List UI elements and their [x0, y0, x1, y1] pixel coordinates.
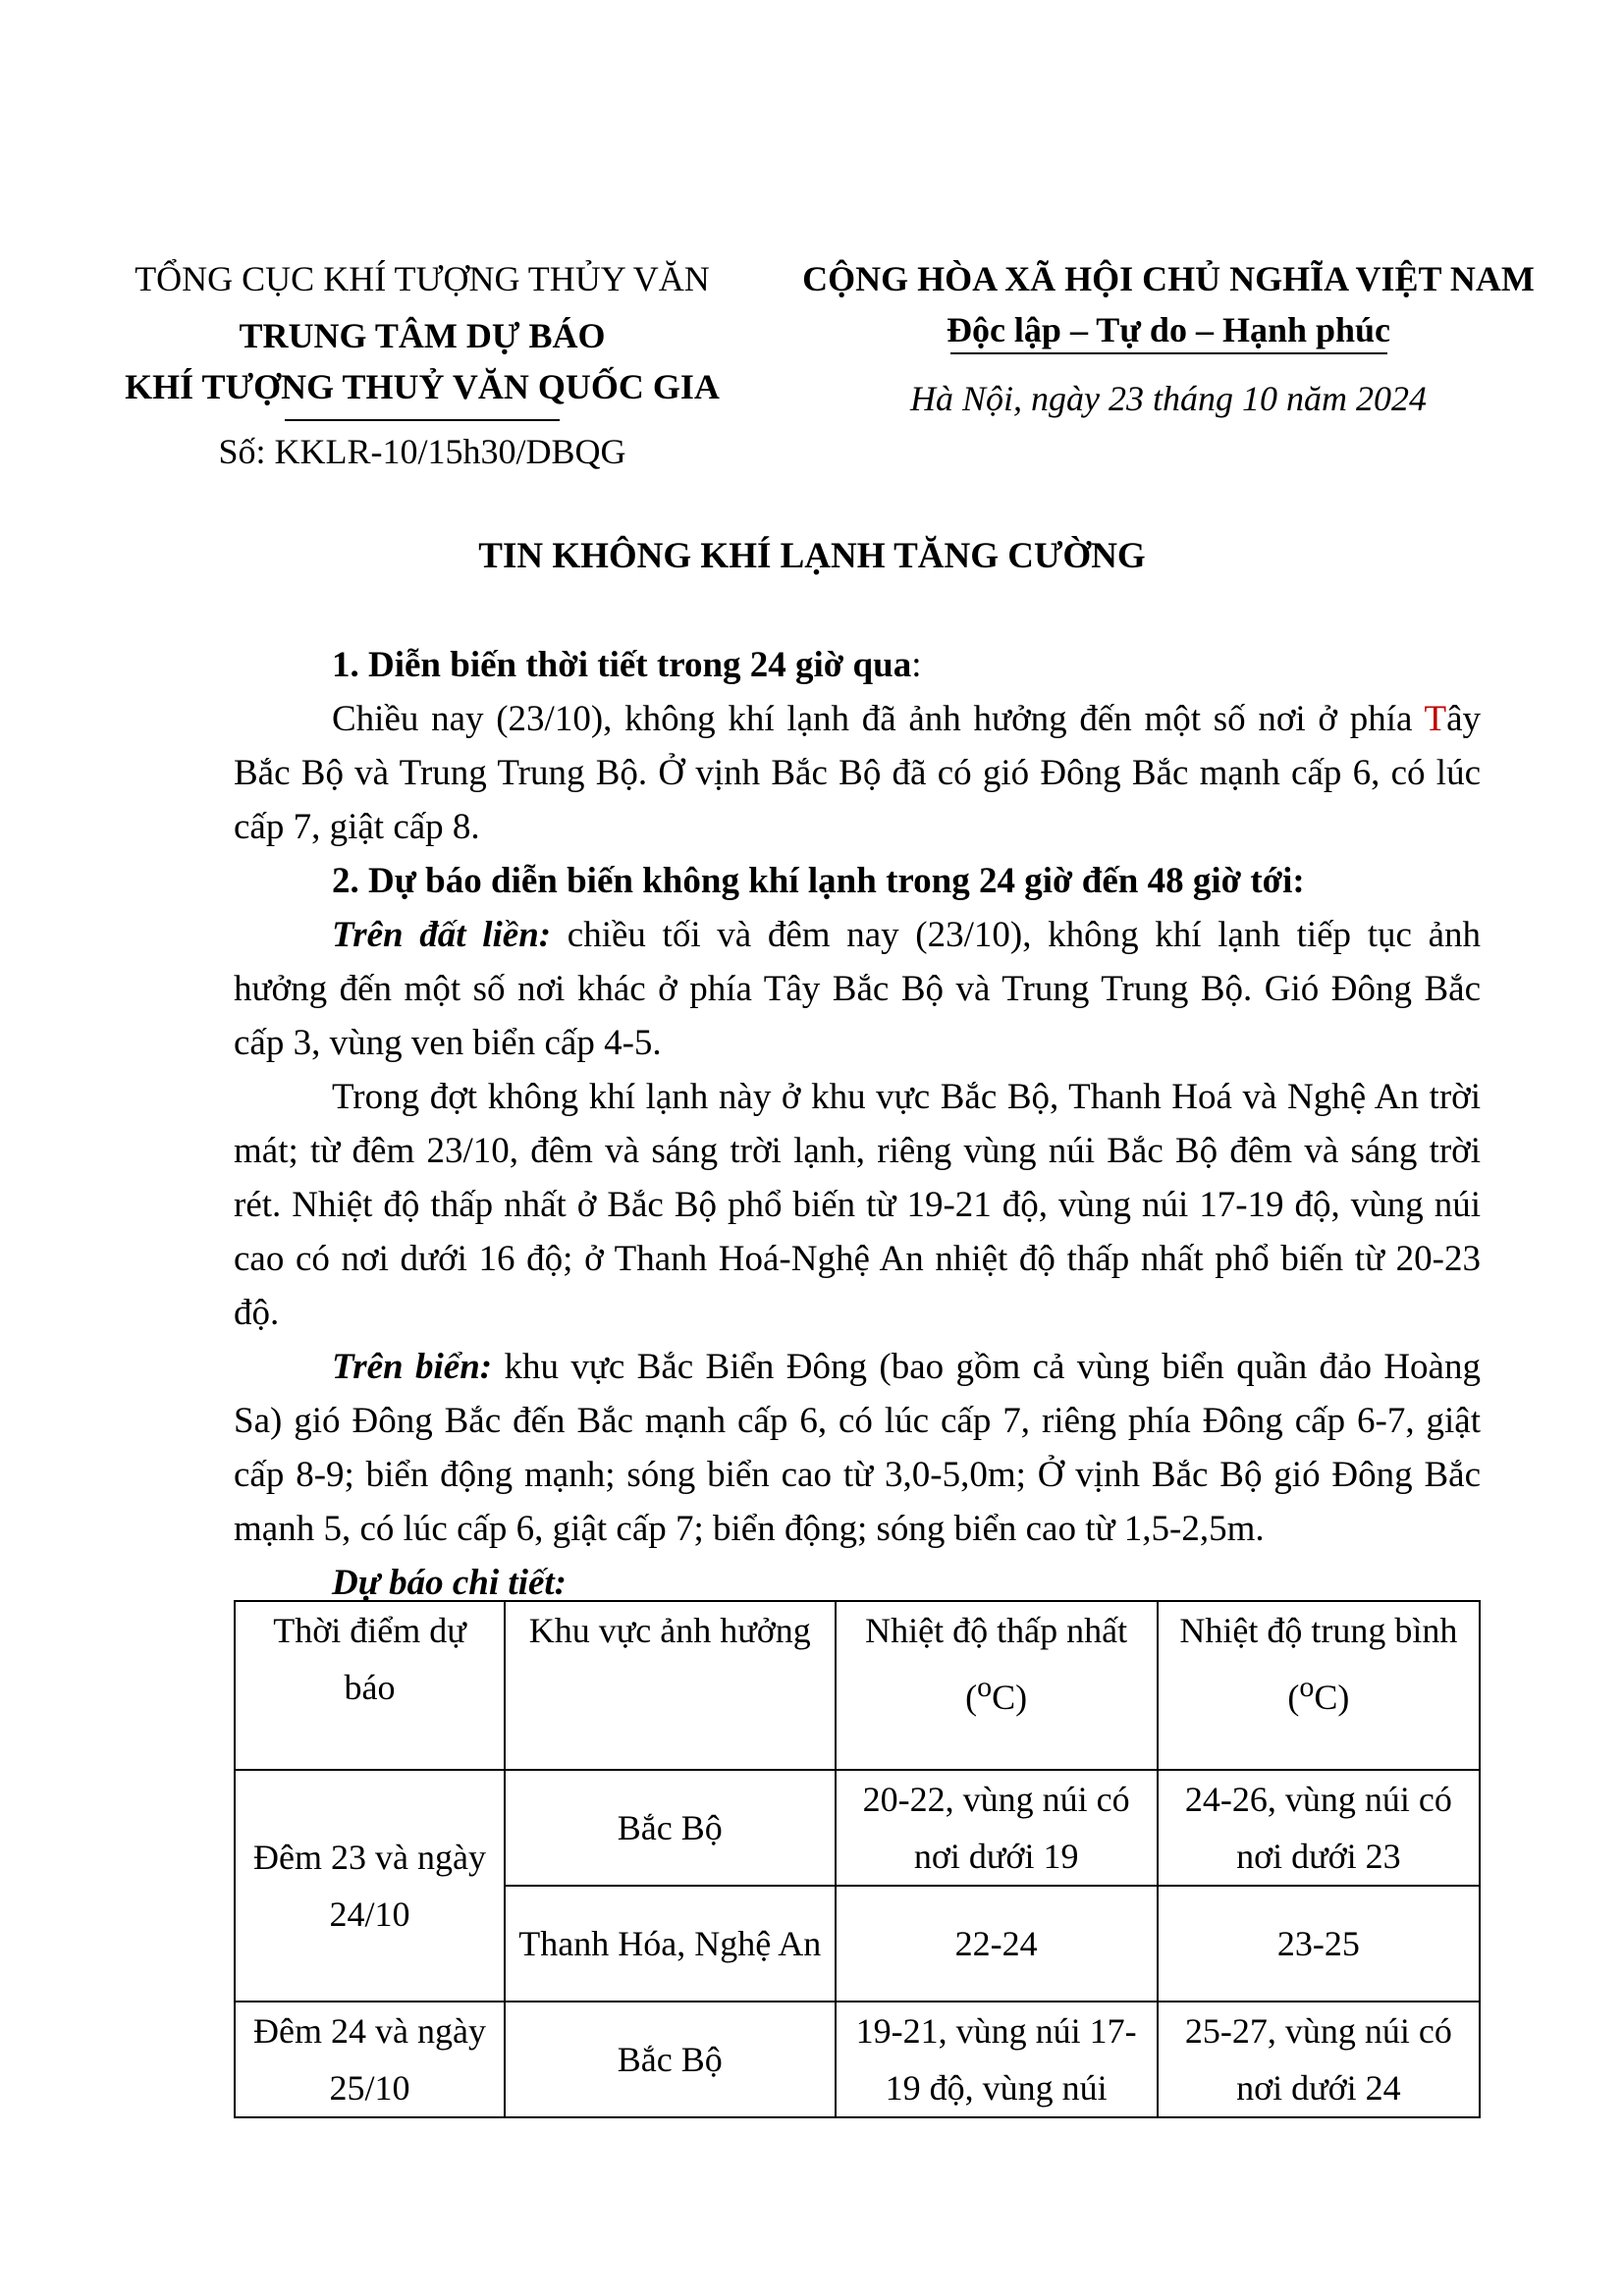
table-row	[235, 2002, 1480, 2117]
header-left-underline	[88, 409, 756, 421]
land-label: Trên đất liền:	[332, 915, 552, 955]
country-name: CỘNG HÒA XÃ HỘI CHỦ NGHĨA VIỆT NAM	[802, 259, 1535, 298]
cell-min-temp: 19-21, vùng núi 17-19 độ, vùng núi	[836, 2002, 1158, 2117]
table-row	[235, 1770, 1480, 1886]
header-avg-temp: Nhiệt độ trung bình ($^o$C)	[1158, 1601, 1480, 1770]
cell-time: Đêm 24 và ngày 25/10	[235, 2002, 505, 2117]
cell-area: Bắc Bộ	[505, 2002, 836, 2117]
header-area: Khu vực ảnh hưởng	[505, 1601, 836, 1770]
cell-min-temp: 20-22, vùng núi có nơi dưới 19	[836, 1770, 1158, 1886]
center-name-line1: TRUNG TÂM DỰ BÁO	[239, 316, 606, 355]
document-body	[234, 638, 1481, 1610]
forecast-table	[234, 1600, 1481, 2118]
document-title: TIN KHÔNG KHÍ LẠNH TĂNG CƯỜNG	[478, 536, 1146, 576]
sea-label: Trên biển:	[332, 1347, 493, 1387]
temperature-paragraph: Trong đợt không khí lạnh này ở khu vực Bắc Bộ, Thanh Hoá và Nghệ An trời mát; từ đêm 23/10, đêm và sáng trời lạnh, riêng vùng núi Bắc Bộ đêm và sáng trời rét. Nhiệt độ thấp nhất ở Bắc Bộ phổ biến từ 19-21 độ, vùng núi 17-19 độ, vùng núi cao có nơi dưới 16 độ; ở Thanh Hoá-Nghệ An nhiệt độ thấp nhất phổ biến từ 20-23 độ.	[234, 1077, 1481, 1333]
header-time: Thời điểm dự báo	[235, 1601, 505, 1770]
header-right	[785, 250, 1551, 427]
header-min-temp: Nhiệt độ thấp nhất ($^o$C)	[836, 1601, 1158, 1770]
section1-heading: 1. Diễn biến thời tiết trong 24 giờ qua:	[332, 645, 922, 685]
national-motto: Độc lập – Tự do – Hạnh phúc	[946, 310, 1391, 349]
agency-name: TỔNG CỤC KHÍ TƯỢNG THỦY VĂN	[135, 259, 710, 298]
land-paragraph: Trên đất liền: chiều tối và đêm nay (23/10), không khí lạnh tiếp tục ảnh hưởng đến một số nơi khác ở phía Tây Bắc Bộ và Trung Trung Bộ. Gió Đông Bắc cấp 3, vùng ven biển cấp 4-5.	[234, 915, 1481, 1063]
header-left	[88, 250, 756, 480]
cell-avg-temp: 24-26, vùng núi có nơi dưới 23	[1158, 1770, 1480, 1886]
cell-time: Đêm 23 và ngày 24/10	[235, 1770, 505, 2002]
place-date: Hà Nội, ngày 23 tháng 10 năm 2024	[910, 379, 1427, 418]
cell-avg-temp: 23-25	[1158, 1886, 1480, 2002]
section1-paragraph: Chiều nay (23/10), không khí lạnh đã ảnh hưởng đến một số nơi ở phía Tây Bắc Bộ và Trung Trung Bộ. Ở vịnh Bắc Bộ đã có gió Đông Bắc mạnh cấp 6, có lúc cấp 7, giật cấp 8.	[234, 699, 1481, 847]
cell-area: Thanh Hóa, Nghệ An	[505, 1886, 836, 2002]
center-name-line2: KHÍ TƯỢNG THUỶ VĂN QUỐC GIA	[125, 367, 720, 406]
document-number: Số: KKLR-10/15h30/DBQG	[218, 432, 626, 471]
detail-forecast-label: Dự báo chi tiết:	[332, 1563, 568, 1603]
cell-min-temp: 22-24	[836, 1886, 1158, 2002]
cell-area: Bắc Bộ	[505, 1770, 836, 1886]
table-header-row	[235, 1601, 1480, 1770]
sea-paragraph: Trên biển: khu vực Bắc Biển Đông (bao gồm cả vùng biển quần đảo Hoàng Sa) gió Đông Bắc đến Bắc mạnh cấp 6, có lúc cấp 7, riêng phía Đông cấp 6-7, giật cấp 8-9; biển động mạnh; sóng biển cao từ 3,0-5,0m; Ở vịnh Bắc Bộ gió Đông Bắc mạnh 5, có lúc cấp 6, giật cấp 7; biển động; sóng biển cao từ 1,5-2,5m.	[234, 1347, 1481, 1549]
cell-avg-temp: 25-27, vùng núi có nơi dưới 24	[1158, 2002, 1480, 2117]
header-right-underline	[950, 352, 1387, 354]
section2-heading: 2. Dự báo diễn biến không khí lạnh trong 24 giờ đến 48 giờ tới:	[332, 861, 1305, 901]
